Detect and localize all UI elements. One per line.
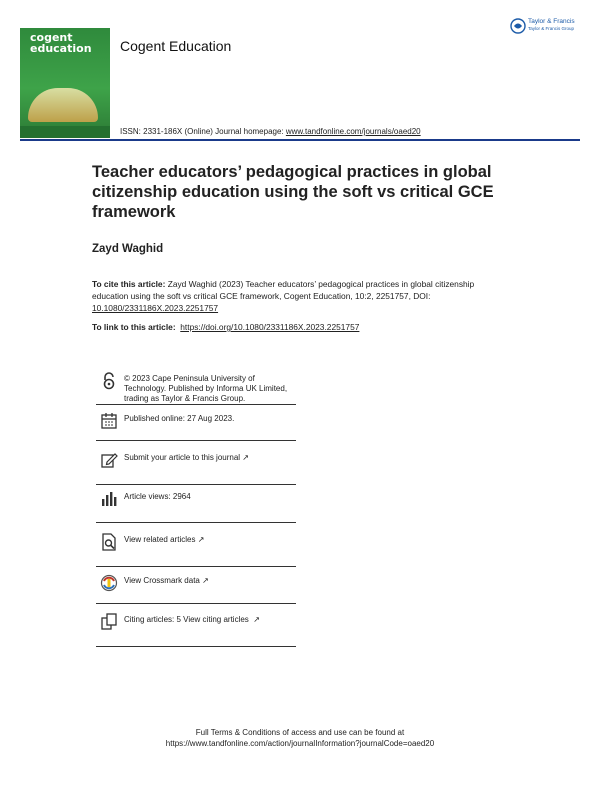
info-item-text: [124, 576, 296, 586]
citation-text: Zayd Waghid (2023) Teacher educators’ pedagogical practices in global citizenship education using the soft vs critical GCE framework, Cogent Education, 10:2, 2251757, DOI:: [92, 279, 475, 301]
related-articles-icon: [100, 533, 118, 551]
cover-logo-line1: cogent: [30, 31, 73, 44]
cover-footer-bar: [20, 126, 110, 138]
external-link-icon: ↗: [253, 615, 260, 624]
publisher-logo: [510, 17, 584, 35]
cover-logo-line2: education: [30, 42, 92, 55]
info-item-text: [124, 453, 296, 463]
citing-articles-icon: [100, 613, 118, 631]
info-item-text: © 2023 Cape Peninsula University of Technology. Published by Informa UK Limited, trading as Taylor & Francis Group.: [124, 374, 288, 403]
issn-text: ISSN: 2331-186X (Online) Journal homepage:: [120, 127, 286, 136]
footer: [0, 727, 600, 749]
crossmark-icon: [100, 574, 118, 592]
divider: [96, 484, 296, 485]
journal-cover-image: [20, 28, 110, 138]
calendar-icon: [100, 412, 118, 430]
edit-icon: [100, 451, 118, 469]
divider: [96, 440, 296, 441]
article-link-label: To link to this article:: [92, 322, 176, 332]
divider: [96, 646, 296, 647]
divider: [96, 404, 296, 405]
journal-homepage-link[interactable]: www.tandfonline.com/journals/oaed20: [285, 127, 421, 136]
header-rule: [20, 139, 580, 141]
citation-block: [92, 278, 512, 314]
publisher-logo-text: Taylor & Francis: [528, 18, 575, 25]
info-item-text: Published online: 27 Aug 2023.: [124, 414, 235, 423]
article-author: Zayd Waghid: [92, 243, 164, 255]
info-item-text: [124, 535, 296, 545]
open-access-icon: [100, 372, 118, 390]
journal-name: Cogent Education: [120, 38, 232, 54]
divider: [96, 566, 296, 567]
external-link-icon: ↗: [197, 535, 205, 544]
citing-articles-link[interactable]: Citing articles: 5 View citing articles: [124, 615, 249, 624]
citation-doi-link[interactable]: 10.1080/2331186X.2023.2251757: [92, 303, 219, 313]
info-item-text: Article views: 2964: [124, 492, 191, 501]
article-doi-link[interactable]: https://doi.org/10.1080/2331186X.2023.2251757: [180, 322, 360, 332]
citation-label: To cite this article:: [92, 279, 166, 289]
article-title: Teacher educators’ pedagogical practices in global citizenship education using the soft vs critical GCE framework: [92, 163, 494, 221]
cover-logo: [30, 32, 92, 54]
external-link-icon: ↗: [242, 453, 249, 462]
related-articles-link[interactable]: View related articles: [124, 535, 196, 544]
info-item-text: [124, 615, 296, 625]
divider: [96, 603, 296, 604]
cover-book-illustration: [28, 88, 98, 122]
submit-article-link[interactable]: Submit your article to this journal: [124, 453, 241, 462]
issn-line: [120, 127, 421, 136]
footer-terms-text: Full Terms & Conditions of access and use can be found at: [195, 728, 405, 737]
article-link-block: [92, 322, 359, 332]
divider: [96, 522, 296, 523]
bar-chart-icon: [100, 490, 118, 508]
publisher-logo-subtext: Taylor & Francis Group: [528, 26, 575, 31]
crossmark-link[interactable]: View Crossmark data: [124, 576, 200, 585]
footer-terms-link[interactable]: https://www.tandfonline.com/action/journalInformation?journalCode=oaed20: [165, 739, 435, 748]
external-link-icon: ↗: [202, 576, 209, 585]
